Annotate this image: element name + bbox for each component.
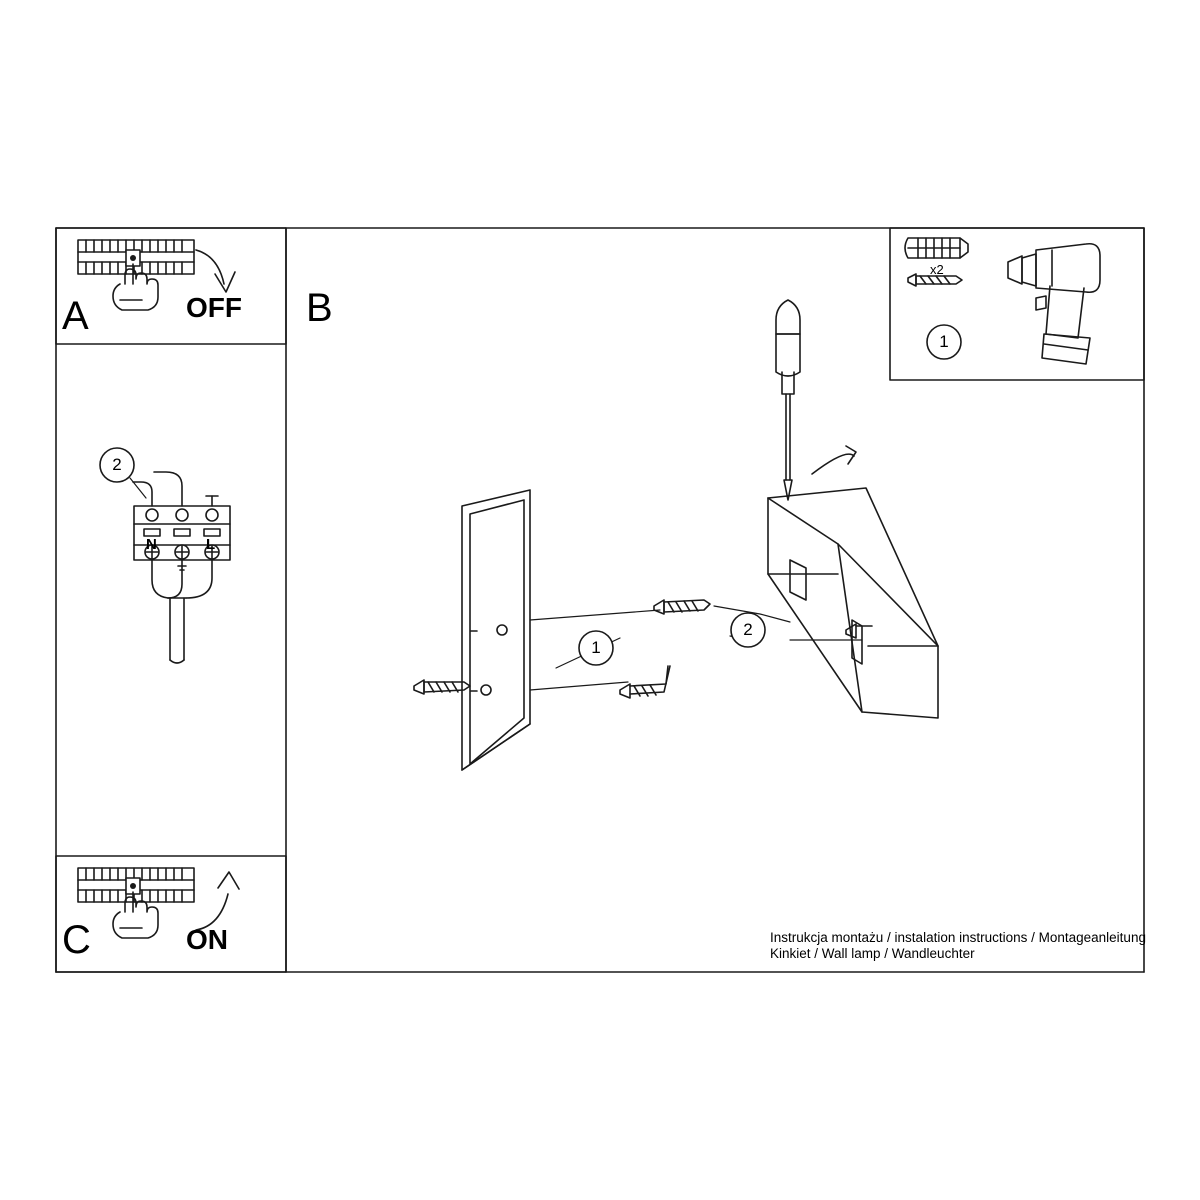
step-a-state-label: OFF [186, 292, 242, 323]
cordless-drill-icon [1008, 244, 1100, 364]
panel-a-box [56, 228, 286, 344]
wiring-leader-line [130, 478, 146, 498]
tools-panel-box [890, 228, 1144, 380]
footer-line-2: Kinkiet / Wall lamp / Wandleuchter [770, 946, 975, 961]
wall-plate-part [462, 490, 530, 770]
terminal-block-icon [133, 472, 230, 663]
callout-label-wiring: 2 [112, 455, 122, 474]
curved-down-arrow-a-icon [196, 250, 235, 292]
rotation-arrow-icon [812, 446, 856, 474]
hand-pointer-c-icon [113, 892, 158, 938]
screwdriver-icon [776, 300, 800, 500]
hand-pointer-a-icon [113, 264, 158, 310]
footer-line-1: Instrukcja montażu / instalation instructions / Montageanleitung [770, 930, 1146, 945]
step-letter-c: C [62, 918, 91, 962]
curved-up-arrow-c-icon [196, 872, 239, 930]
step-letter-b: B [306, 286, 333, 330]
frame-lines [56, 228, 1144, 972]
terminal-label-n: N [146, 536, 157, 553]
tools-quantity-label: x2 [930, 262, 944, 277]
terminal-label-l: L [206, 536, 216, 553]
breaker-panel-c-icon [78, 868, 194, 902]
callout-label-b1: 1 [591, 638, 601, 657]
callout-label-b2: 2 [743, 620, 753, 639]
breaker-panel-a-icon [78, 240, 194, 274]
step-letter-a: A [62, 294, 89, 338]
wall-anchor-plug-icon [905, 238, 968, 258]
step-c-state-label: ON [186, 924, 228, 955]
screw-upper-part [654, 600, 710, 614]
callout-label-tools: 1 [939, 332, 949, 351]
lamp-body-part [768, 488, 938, 718]
